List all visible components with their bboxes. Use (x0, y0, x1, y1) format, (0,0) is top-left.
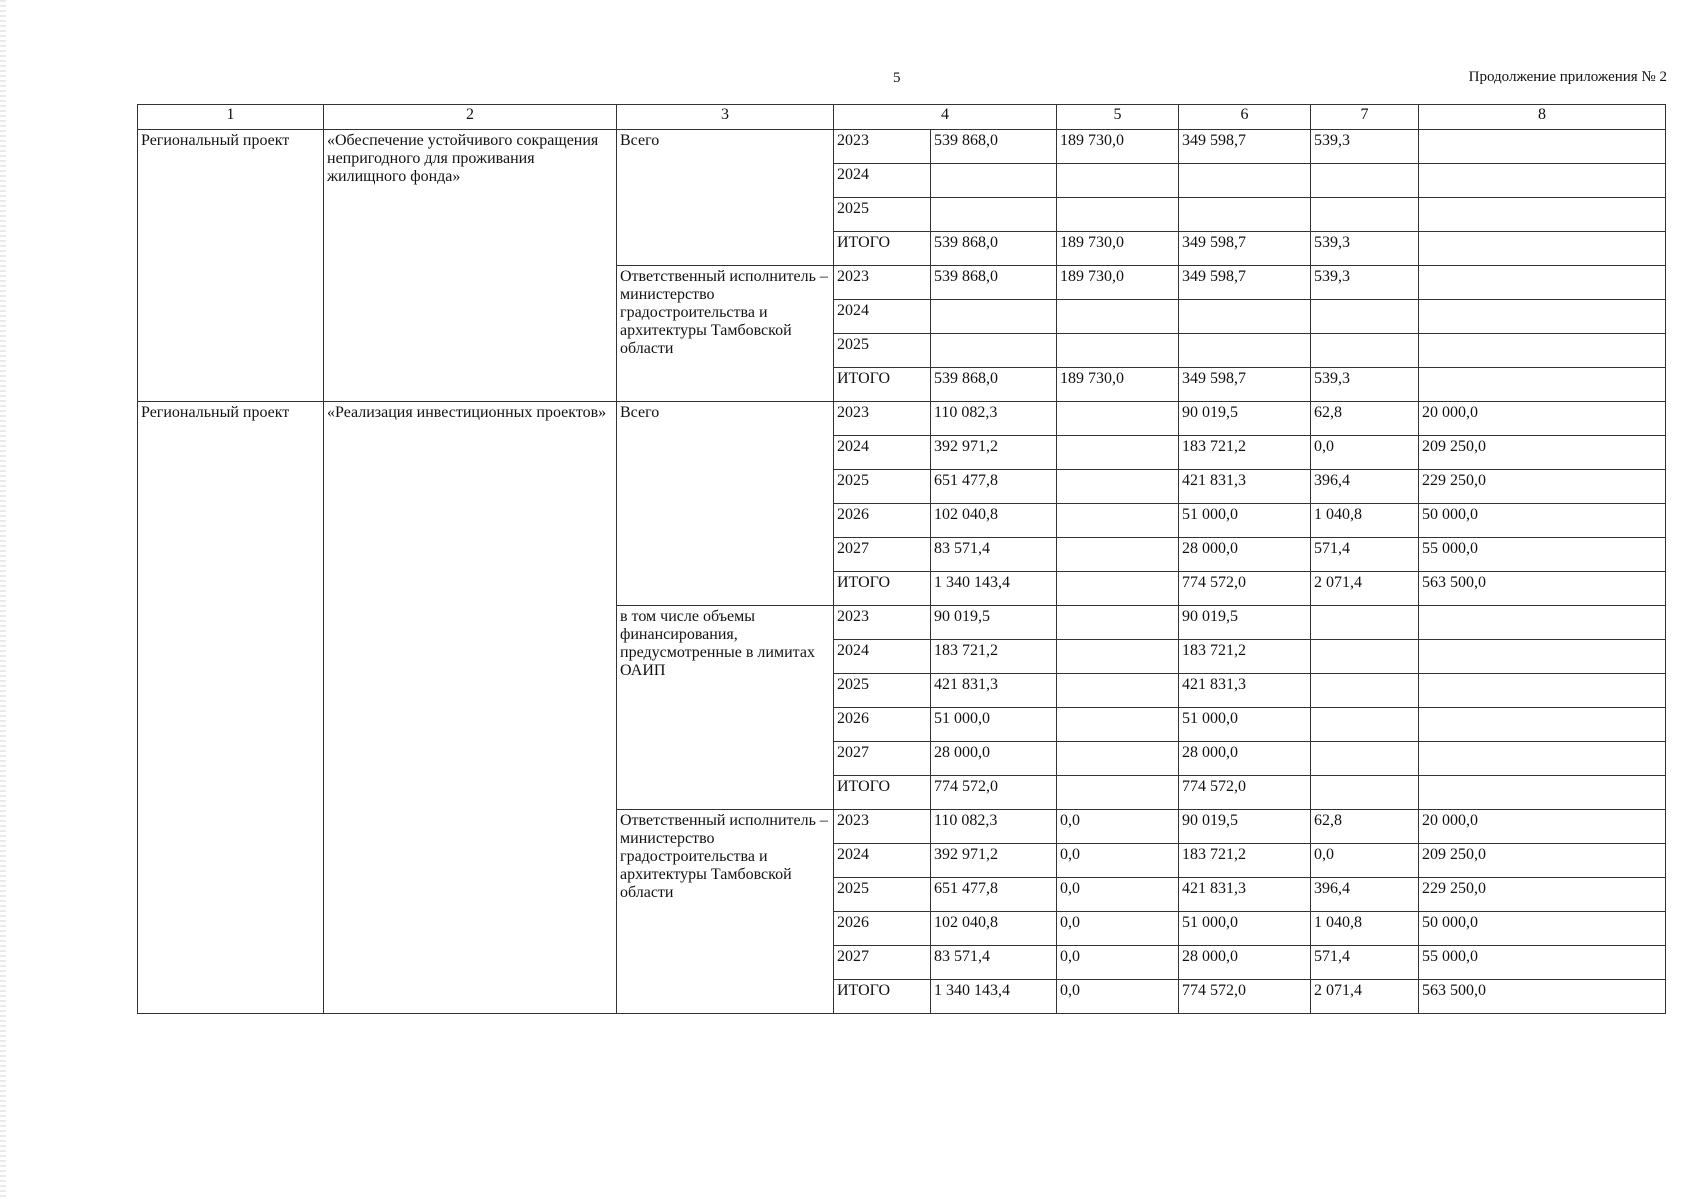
value-cell-c6 (1179, 300, 1311, 334)
value-cell-c6: 349 598,7 (1179, 266, 1311, 300)
project-type: Региональный проект (138, 402, 324, 1014)
year-cell: ИТОГО (834, 572, 931, 606)
value-cell-c7: 2 071,4 (1311, 572, 1419, 606)
value-cell-c8: 50 000,0 (1419, 504, 1666, 538)
value-cell-c4: 539 868,0 (931, 266, 1057, 300)
value-cell-c4: 90 019,5 (931, 606, 1057, 640)
page-number: 5 (893, 70, 901, 86)
value-cell-c8 (1419, 708, 1666, 742)
value-cell-c8 (1419, 742, 1666, 776)
value-cell-c8 (1419, 776, 1666, 810)
value-cell-c8 (1419, 266, 1666, 300)
value-cell-c5: 0,0 (1057, 844, 1179, 878)
value-cell-c8: 55 000,0 (1419, 946, 1666, 980)
value-cell-c6: 183 721,2 (1179, 640, 1311, 674)
year-cell: 2023 (834, 402, 931, 436)
year-cell: 2024 (834, 300, 931, 334)
value-cell-c7 (1311, 742, 1419, 776)
value-cell-c8 (1419, 130, 1666, 164)
year-cell: 2023 (834, 810, 931, 844)
value-cell-c6: 349 598,7 (1179, 130, 1311, 164)
value-cell-c4: 421 831,3 (931, 674, 1057, 708)
year-cell: 2023 (834, 606, 931, 640)
value-cell-c6 (1179, 198, 1311, 232)
col-header-5: 5 (1057, 105, 1179, 130)
year-cell: 2023 (834, 266, 931, 300)
value-cell-c6: 90 019,5 (1179, 402, 1311, 436)
value-cell-c6: 90 019,5 (1179, 606, 1311, 640)
year-cell: 2026 (834, 708, 931, 742)
value-cell-c7 (1311, 606, 1419, 640)
year-cell: 2023 (834, 130, 931, 164)
value-cell-c5: 0,0 (1057, 946, 1179, 980)
value-cell-c8 (1419, 198, 1666, 232)
year-cell: 2025 (834, 674, 931, 708)
project-name: «Реализация инвестиционных проектов» (324, 402, 617, 1014)
col-header-3: 3 (617, 105, 834, 130)
value-cell-c7 (1311, 708, 1419, 742)
value-cell-c6 (1179, 164, 1311, 198)
value-cell-c8 (1419, 300, 1666, 334)
value-cell-c6: 774 572,0 (1179, 776, 1311, 810)
table-row (138, 130, 1666, 164)
year-cell: 2024 (834, 164, 931, 198)
value-cell-c5 (1057, 572, 1179, 606)
value-cell-c4: 1 340 143,4 (931, 572, 1057, 606)
value-cell-c7: 1 040,8 (1311, 504, 1419, 538)
value-cell-c4: 539 868,0 (931, 232, 1057, 266)
value-cell-c7: 571,4 (1311, 946, 1419, 980)
value-cell-c6: 421 831,3 (1179, 470, 1311, 504)
value-cell-c7: 539,3 (1311, 232, 1419, 266)
continuation-note: Продолжение приложения № 2 (1468, 69, 1667, 85)
value-cell-c5: 0,0 (1057, 810, 1179, 844)
value-cell-c6: 28 000,0 (1179, 946, 1311, 980)
col-header-2: 2 (324, 105, 617, 130)
value-cell-c8: 563 500,0 (1419, 572, 1666, 606)
value-cell-c6: 349 598,7 (1179, 368, 1311, 402)
value-cell-c4: 392 971,2 (931, 436, 1057, 470)
value-cell-c4: 651 477,8 (931, 470, 1057, 504)
value-cell-c7: 539,3 (1311, 368, 1419, 402)
value-cell-c4: 539 868,0 (931, 368, 1057, 402)
value-cell-c5 (1057, 300, 1179, 334)
value-cell-c8 (1419, 674, 1666, 708)
value-cell-c7 (1311, 198, 1419, 232)
value-cell-c7: 62,8 (1311, 810, 1419, 844)
value-cell-c6: 28 000,0 (1179, 742, 1311, 776)
value-cell-c6: 349 598,7 (1179, 232, 1311, 266)
value-cell-c4: 102 040,8 (931, 504, 1057, 538)
value-cell-c4: 28 000,0 (931, 742, 1057, 776)
scan-edge (0, 0, 6, 1200)
year-cell: 2024 (834, 436, 931, 470)
value-cell-c5: 189 730,0 (1057, 232, 1179, 266)
value-cell-c7: 0,0 (1311, 436, 1419, 470)
project-name: «Обеспечение устойчивого сокращения непригодного для проживания жилищного фонда» (324, 130, 617, 402)
value-cell-c5: 0,0 (1057, 980, 1179, 1014)
value-cell-c6: 774 572,0 (1179, 572, 1311, 606)
value-cell-c4 (931, 300, 1057, 334)
value-cell-c4: 1 340 143,4 (931, 980, 1057, 1014)
year-cell: 2025 (834, 334, 931, 368)
col-header-7: 7 (1311, 105, 1419, 130)
value-cell-c4: 83 571,4 (931, 946, 1057, 980)
value-cell-c5: 189 730,0 (1057, 266, 1179, 300)
value-cell-c4: 774 572,0 (931, 776, 1057, 810)
value-cell-c4 (931, 164, 1057, 198)
value-cell-c5 (1057, 640, 1179, 674)
year-cell: 2027 (834, 742, 931, 776)
value-cell-c5 (1057, 334, 1179, 368)
value-cell-c7 (1311, 640, 1419, 674)
value-cell-c6: 421 831,3 (1179, 878, 1311, 912)
value-cell-c7: 396,4 (1311, 470, 1419, 504)
value-cell-c6: 28 000,0 (1179, 538, 1311, 572)
group-label: Всего (617, 402, 834, 606)
value-cell-c4 (931, 334, 1057, 368)
table-row (138, 402, 1666, 436)
value-cell-c6: 51 000,0 (1179, 504, 1311, 538)
year-cell: ИТОГО (834, 776, 931, 810)
group-label: Всего (617, 130, 834, 266)
col-header-8: 8 (1419, 105, 1666, 130)
value-cell-c8 (1419, 232, 1666, 266)
value-cell-c7: 1 040,8 (1311, 912, 1419, 946)
value-cell-c5 (1057, 742, 1179, 776)
value-cell-c5 (1057, 402, 1179, 436)
value-cell-c7 (1311, 334, 1419, 368)
value-cell-c8 (1419, 164, 1666, 198)
value-cell-c5 (1057, 436, 1179, 470)
value-cell-c8: 20 000,0 (1419, 402, 1666, 436)
value-cell-c6: 90 019,5 (1179, 810, 1311, 844)
year-cell: ИТОГО (834, 980, 931, 1014)
value-cell-c8 (1419, 368, 1666, 402)
year-cell: ИТОГО (834, 368, 931, 402)
year-cell: 2025 (834, 470, 931, 504)
value-cell-c4: 102 040,8 (931, 912, 1057, 946)
value-cell-c8: 209 250,0 (1419, 844, 1666, 878)
value-cell-c5: 0,0 (1057, 912, 1179, 946)
value-cell-c4: 651 477,8 (931, 878, 1057, 912)
value-cell-c6: 183 721,2 (1179, 844, 1311, 878)
value-cell-c4: 183 721,2 (931, 640, 1057, 674)
value-cell-c5 (1057, 674, 1179, 708)
value-cell-c4: 110 082,3 (931, 810, 1057, 844)
project-type: Региональный проект (138, 130, 324, 402)
value-cell-c4 (931, 198, 1057, 232)
value-cell-c7: 2 071,4 (1311, 980, 1419, 1014)
value-cell-c5 (1057, 708, 1179, 742)
value-cell-c7 (1311, 674, 1419, 708)
value-cell-c5 (1057, 776, 1179, 810)
value-cell-c8 (1419, 640, 1666, 674)
value-cell-c7 (1311, 300, 1419, 334)
value-cell-c8: 563 500,0 (1419, 980, 1666, 1014)
value-cell-c8: 20 000,0 (1419, 810, 1666, 844)
col-header-6: 6 (1179, 105, 1311, 130)
value-cell-c4: 539 868,0 (931, 130, 1057, 164)
group-label: в том числе объемы финансирования, предусмотренные в лимитах ОАИП (617, 606, 834, 810)
year-cell: 2024 (834, 844, 931, 878)
value-cell-c8: 50 000,0 (1419, 912, 1666, 946)
value-cell-c8: 55 000,0 (1419, 538, 1666, 572)
value-cell-c5 (1057, 538, 1179, 572)
col-header-1: 1 (138, 105, 324, 130)
group-label: Ответственный исполнитель – министерство градостроительства и архитектуры Тамбовской области (617, 266, 834, 402)
group-label: Ответственный исполнитель – министерство градостроительства и архитектуры Тамбовской области (617, 810, 834, 1014)
header-row (138, 105, 1666, 130)
value-cell-c7: 571,4 (1311, 538, 1419, 572)
value-cell-c8: 209 250,0 (1419, 436, 1666, 470)
value-cell-c5 (1057, 504, 1179, 538)
year-cell: 2024 (834, 640, 931, 674)
value-cell-c7: 62,8 (1311, 402, 1419, 436)
value-cell-c5 (1057, 606, 1179, 640)
value-cell-c6: 421 831,3 (1179, 674, 1311, 708)
value-cell-c4: 51 000,0 (931, 708, 1057, 742)
value-cell-c7 (1311, 776, 1419, 810)
col-header-4: 4 (834, 105, 1057, 130)
value-cell-c6: 51 000,0 (1179, 912, 1311, 946)
value-cell-c4: 110 082,3 (931, 402, 1057, 436)
value-cell-c5: 189 730,0 (1057, 130, 1179, 164)
year-cell: 2025 (834, 198, 931, 232)
value-cell-c6 (1179, 334, 1311, 368)
value-cell-c7 (1311, 164, 1419, 198)
value-cell-c8 (1419, 606, 1666, 640)
value-cell-c7: 539,3 (1311, 130, 1419, 164)
year-cell: 2026 (834, 504, 931, 538)
value-cell-c8: 229 250,0 (1419, 878, 1666, 912)
year-cell: 2027 (834, 946, 931, 980)
funding-table (137, 104, 1666, 1014)
value-cell-c5: 0,0 (1057, 878, 1179, 912)
year-cell: 2025 (834, 878, 931, 912)
value-cell-c4: 392 971,2 (931, 844, 1057, 878)
value-cell-c7: 396,4 (1311, 878, 1419, 912)
value-cell-c8: 229 250,0 (1419, 470, 1666, 504)
year-cell: 2027 (834, 538, 931, 572)
value-cell-c6: 51 000,0 (1179, 708, 1311, 742)
value-cell-c5 (1057, 198, 1179, 232)
value-cell-c7: 0,0 (1311, 844, 1419, 878)
year-cell: ИТОГО (834, 232, 931, 266)
value-cell-c4: 83 571,4 (931, 538, 1057, 572)
value-cell-c5: 189 730,0 (1057, 368, 1179, 402)
year-cell: 2026 (834, 912, 931, 946)
value-cell-c8 (1419, 334, 1666, 368)
value-cell-c6: 774 572,0 (1179, 980, 1311, 1014)
value-cell-c5 (1057, 164, 1179, 198)
value-cell-c6: 183 721,2 (1179, 436, 1311, 470)
value-cell-c7: 539,3 (1311, 266, 1419, 300)
value-cell-c5 (1057, 470, 1179, 504)
